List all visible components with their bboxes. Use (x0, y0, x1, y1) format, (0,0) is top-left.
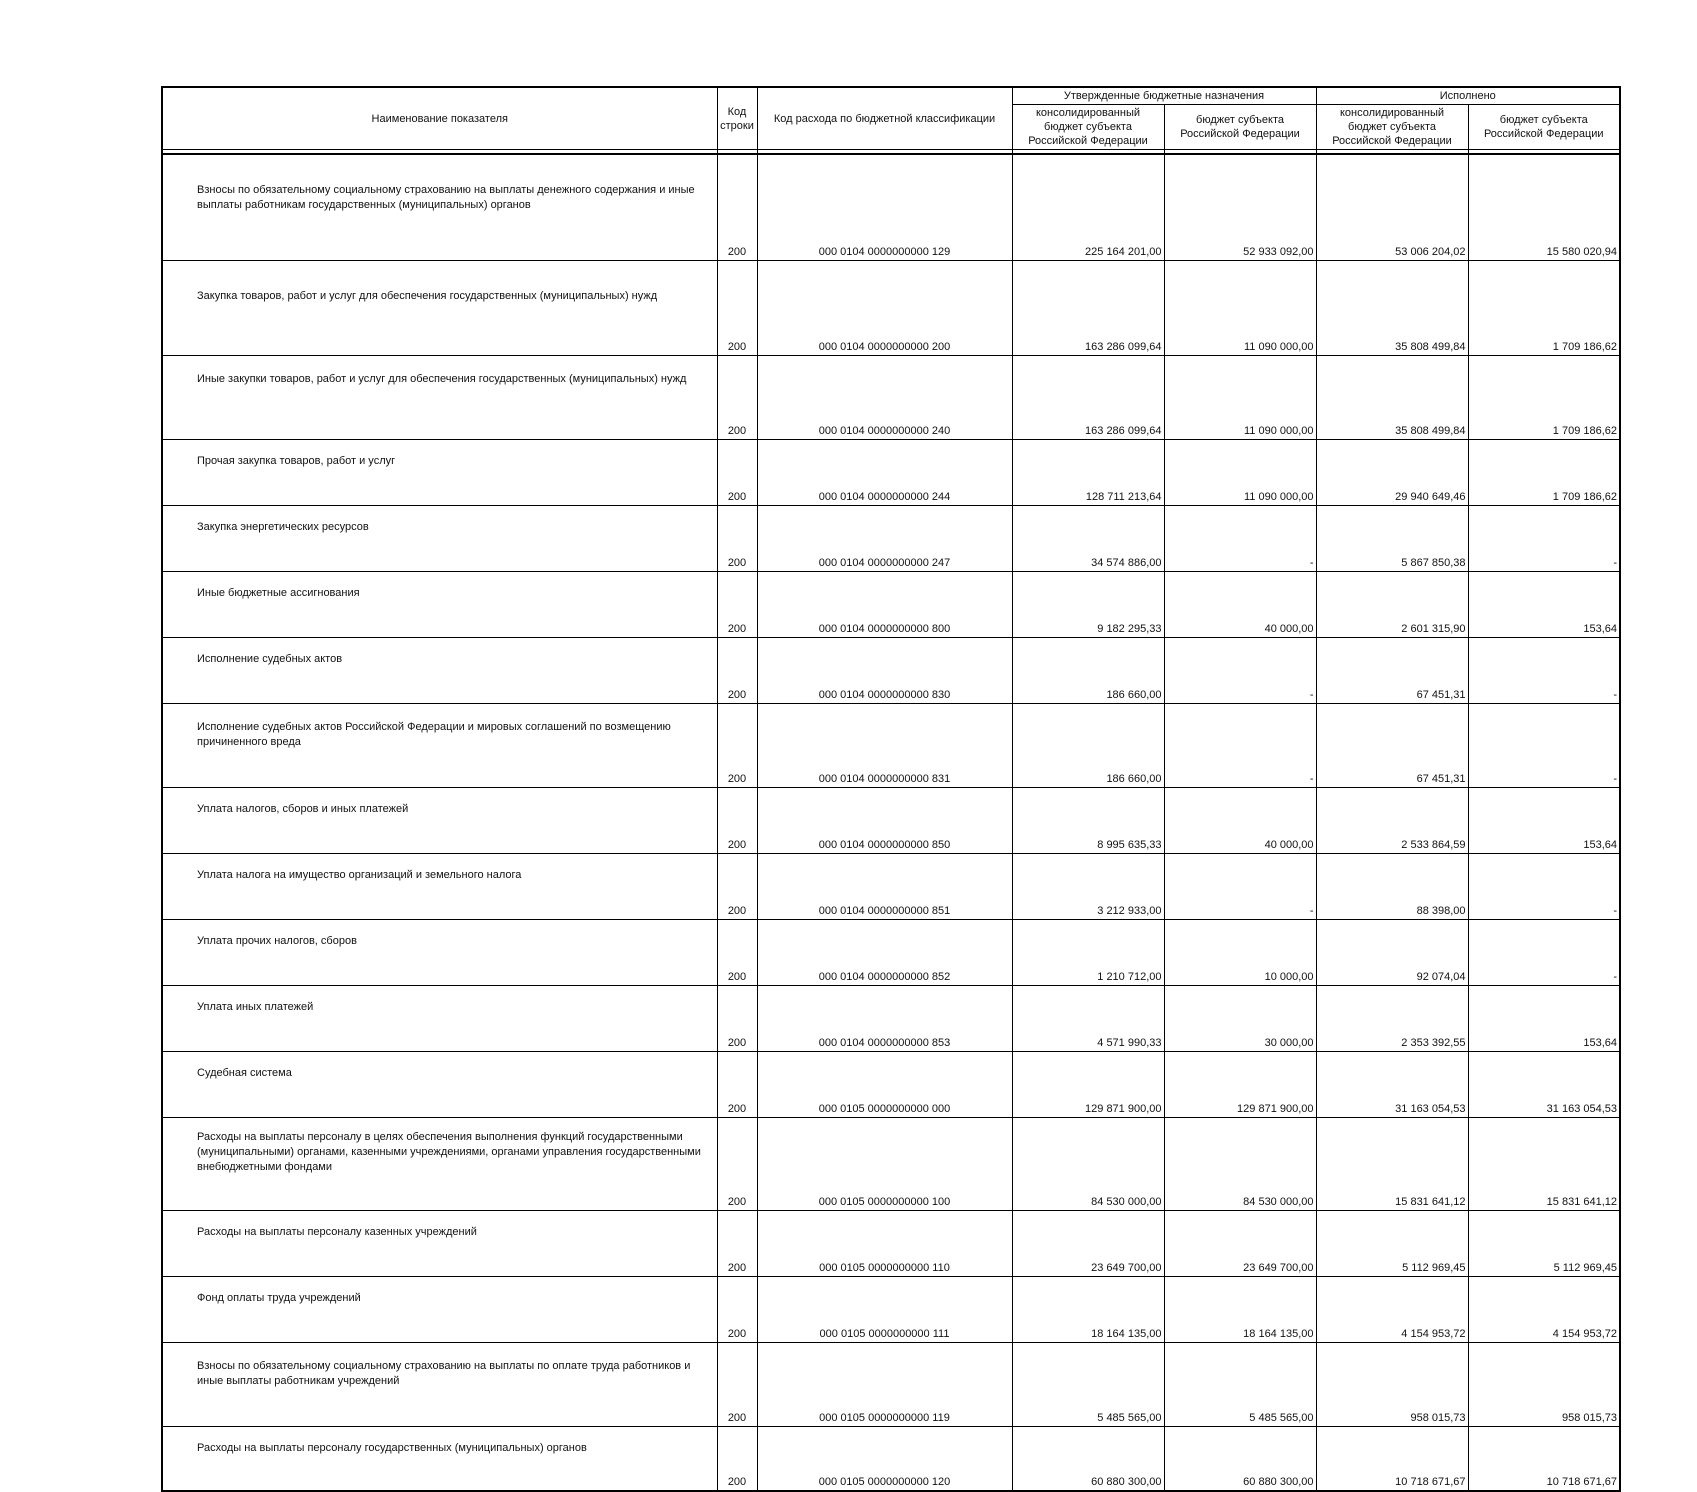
table-row (162, 154, 1620, 261)
row-approved-consolidated: 225 164 201,00 (1012, 154, 1164, 261)
row-approved-subject: - (1164, 854, 1316, 920)
row-line-code: 200 (717, 572, 757, 638)
row-executed-consolidated: 2 353 392,55 (1316, 986, 1468, 1052)
row-approved-subject: 11 090 000,00 (1164, 261, 1316, 356)
row-executed-consolidated: 67 451,31 (1316, 704, 1468, 788)
row-approved-subject: 5 485 565,00 (1164, 1343, 1316, 1427)
row-executed-consolidated: 92 074,04 (1316, 920, 1468, 986)
row-approved-subject: 11 090 000,00 (1164, 356, 1316, 440)
row-name: Взносы по обязательному социальному страхованию на выплаты по оплате труда работников и иные выплаты работникам учреждений (162, 1343, 717, 1427)
row-budget-code: 000 0104 0000000000 129 (757, 154, 1012, 261)
row-executed-subject: 15 831 641,12 (1468, 1118, 1620, 1211)
row-executed-subject: - (1468, 638, 1620, 704)
row-budget-code: 000 0105 0000000000 110 (757, 1211, 1012, 1277)
row-executed-subject: 958 015,73 (1468, 1343, 1620, 1427)
row-name: Расходы на выплаты персоналу государственных (муниципальных) органов (162, 1427, 717, 1492)
row-approved-consolidated: 23 649 700,00 (1012, 1211, 1164, 1277)
row-name: Закупка энергетических ресурсов (162, 506, 717, 572)
row-name: Исполнение судебных актов (162, 638, 717, 704)
row-name: Расходы на выплаты персоналу казенных учреждений (162, 1211, 717, 1277)
row-approved-subject: - (1164, 506, 1316, 572)
row-approved-subject: 10 000,00 (1164, 920, 1316, 986)
budget-execution-table (161, 86, 1621, 1492)
row-approved-consolidated: 84 530 000,00 (1012, 1118, 1164, 1211)
table-row (162, 440, 1620, 506)
row-line-code: 200 (717, 1052, 757, 1118)
row-executed-consolidated: 31 163 054,53 (1316, 1052, 1468, 1118)
row-approved-subject: 30 000,00 (1164, 986, 1316, 1052)
row-name: Судебная система (162, 1052, 717, 1118)
row-budget-code: 000 0104 0000000000 852 (757, 920, 1012, 986)
row-executed-subject: 5 112 969,45 (1468, 1211, 1620, 1277)
row-budget-code: 000 0104 0000000000 247 (757, 506, 1012, 572)
row-approved-subject: - (1164, 704, 1316, 788)
table-row (162, 854, 1620, 920)
row-line-code: 200 (717, 788, 757, 854)
header-approved-group: Утвержденные бюджетные назначения (1012, 87, 1316, 105)
row-line-code: 200 (717, 261, 757, 356)
row-name: Иные закупки товаров, работ и услуг для обеспечения государственных (муниципальных) нужд (162, 356, 717, 440)
header-approved-consolidated: консолидированный бюджет субъекта Российской Федерации (1012, 105, 1164, 150)
row-approved-subject: 60 880 300,00 (1164, 1427, 1316, 1492)
row-name: Прочая закупка товаров, работ и услуг (162, 440, 717, 506)
row-approved-subject: 11 090 000,00 (1164, 440, 1316, 506)
table-body (162, 154, 1620, 1491)
row-line-code: 200 (717, 920, 757, 986)
row-approved-consolidated: 1 210 712,00 (1012, 920, 1164, 986)
header-budget-code: Код расхода по бюджетной классификации (757, 87, 1012, 150)
row-approved-consolidated: 8 995 635,33 (1012, 788, 1164, 854)
row-executed-subject: - (1468, 704, 1620, 788)
row-name: Уплата налогов, сборов и иных платежей (162, 788, 717, 854)
row-name: Закупка товаров, работ и услуг для обеспечения государственных (муниципальных) нужд (162, 261, 717, 356)
row-name: Взносы по обязательному социальному страхованию на выплаты денежного содержания и иные выплаты работникам государственных (муниципальных) органов (162, 154, 717, 261)
row-executed-consolidated: 35 808 499,84 (1316, 261, 1468, 356)
row-executed-consolidated: 2 601 315,90 (1316, 572, 1468, 638)
table-row (162, 920, 1620, 986)
row-executed-subject: 1 709 186,62 (1468, 356, 1620, 440)
header-executed-consolidated: консолидированный бюджет субъекта Российской Федерации (1316, 105, 1468, 150)
row-budget-code: 000 0104 0000000000 851 (757, 854, 1012, 920)
table-row (162, 506, 1620, 572)
row-name: Уплата прочих налогов, сборов (162, 920, 717, 986)
row-executed-subject: - (1468, 506, 1620, 572)
table-row (162, 986, 1620, 1052)
row-name: Исполнение судебных актов Российской Федерации и мировых соглашений по возмещению причиненного вреда (162, 704, 717, 788)
row-approved-consolidated: 186 660,00 (1012, 638, 1164, 704)
row-executed-subject: 153,64 (1468, 572, 1620, 638)
row-executed-subject: 153,64 (1468, 788, 1620, 854)
row-executed-subject: 153,64 (1468, 986, 1620, 1052)
row-line-code: 200 (717, 1118, 757, 1211)
table-row (162, 1343, 1620, 1427)
row-executed-subject: - (1468, 920, 1620, 986)
row-approved-subject: 18 164 135,00 (1164, 1277, 1316, 1343)
row-line-code: 200 (717, 440, 757, 506)
header-name: Наименование показателя (162, 87, 717, 150)
row-budget-code: 000 0104 0000000000 830 (757, 638, 1012, 704)
row-executed-consolidated: 67 451,31 (1316, 638, 1468, 704)
row-line-code: 200 (717, 986, 757, 1052)
row-executed-consolidated: 10 718 671,67 (1316, 1427, 1468, 1492)
row-name: Расходы на выплаты персоналу в целях обеспечения выполнения функций государственными (муниципальными) органами, казенными учреждениями, органами управления государственными внебюджетными фондами (162, 1118, 717, 1211)
row-line-code: 200 (717, 854, 757, 920)
row-budget-code: 000 0104 0000000000 850 (757, 788, 1012, 854)
header-executed-subject: бюджет субъекта Российской Федерации (1468, 105, 1620, 150)
row-line-code: 200 (717, 1277, 757, 1343)
row-line-code: 200 (717, 506, 757, 572)
row-approved-subject: 40 000,00 (1164, 572, 1316, 638)
row-approved-consolidated: 5 485 565,00 (1012, 1343, 1164, 1427)
row-name: Уплата налога на имущество организаций и земельного налога (162, 854, 717, 920)
row-line-code: 200 (717, 154, 757, 261)
table-row (162, 1211, 1620, 1277)
row-executed-subject: 1 709 186,62 (1468, 261, 1620, 356)
row-executed-consolidated: 5 867 850,38 (1316, 506, 1468, 572)
row-executed-consolidated: 35 808 499,84 (1316, 356, 1468, 440)
row-executed-subject: 10 718 671,67 (1468, 1427, 1620, 1492)
row-executed-consolidated: 53 006 204,02 (1316, 154, 1468, 261)
row-approved-consolidated: 18 164 135,00 (1012, 1277, 1164, 1343)
table-row (162, 788, 1620, 854)
row-approved-subject: - (1164, 638, 1316, 704)
row-executed-subject: 31 163 054,53 (1468, 1052, 1620, 1118)
table-row (162, 1052, 1620, 1118)
row-line-code: 200 (717, 356, 757, 440)
row-approved-consolidated: 4 571 990,33 (1012, 986, 1164, 1052)
row-budget-code: 000 0104 0000000000 853 (757, 986, 1012, 1052)
row-executed-consolidated: 2 533 864,59 (1316, 788, 1468, 854)
row-budget-code: 000 0104 0000000000 200 (757, 261, 1012, 356)
row-budget-code: 000 0104 0000000000 800 (757, 572, 1012, 638)
row-executed-subject: 15 580 020,94 (1468, 154, 1620, 261)
table-row (162, 704, 1620, 788)
row-executed-consolidated: 5 112 969,45 (1316, 1211, 1468, 1277)
row-name: Иные бюджетные ассигнования (162, 572, 717, 638)
row-line-code: 200 (717, 1427, 757, 1492)
row-line-code: 200 (717, 638, 757, 704)
table-row (162, 1427, 1620, 1492)
row-approved-consolidated: 163 286 099,64 (1012, 356, 1164, 440)
row-approved-subject: 52 933 092,00 (1164, 154, 1316, 261)
row-approved-consolidated: 163 286 099,64 (1012, 261, 1164, 356)
row-budget-code: 000 0105 0000000000 111 (757, 1277, 1012, 1343)
row-executed-consolidated: 88 398,00 (1316, 854, 1468, 920)
row-approved-subject: 84 530 000,00 (1164, 1118, 1316, 1211)
header-executed-group: Исполнено (1316, 87, 1620, 105)
row-approved-subject: 40 000,00 (1164, 788, 1316, 854)
row-name: Фонд оплаты труда учреждений (162, 1277, 717, 1343)
row-executed-subject: 4 154 953,72 (1468, 1277, 1620, 1343)
row-executed-consolidated: 4 154 953,72 (1316, 1277, 1468, 1343)
row-executed-consolidated: 958 015,73 (1316, 1343, 1468, 1427)
row-approved-consolidated: 186 660,00 (1012, 704, 1164, 788)
row-budget-code: 000 0104 0000000000 831 (757, 704, 1012, 788)
row-executed-consolidated: 29 940 649,46 (1316, 440, 1468, 506)
table-row (162, 1277, 1620, 1343)
row-approved-consolidated: 34 574 886,00 (1012, 506, 1164, 572)
row-budget-code: 000 0105 0000000000 000 (757, 1052, 1012, 1118)
row-executed-subject: - (1468, 854, 1620, 920)
row-approved-consolidated: 3 212 933,00 (1012, 854, 1164, 920)
row-approved-consolidated: 9 182 295,33 (1012, 572, 1164, 638)
table-header (162, 87, 1620, 154)
row-budget-code: 000 0105 0000000000 100 (757, 1118, 1012, 1211)
report-sheet (161, 86, 1619, 1492)
table-row (162, 572, 1620, 638)
table-row (162, 1118, 1620, 1211)
table-row (162, 356, 1620, 440)
row-name: Уплата иных платежей (162, 986, 717, 1052)
header-line-code: Код строки (717, 87, 757, 150)
row-approved-subject: 23 649 700,00 (1164, 1211, 1316, 1277)
row-executed-subject: 1 709 186,62 (1468, 440, 1620, 506)
header-approved-subject: бюджет субъекта Российской Федерации (1164, 105, 1316, 150)
row-budget-code: 000 0105 0000000000 120 (757, 1427, 1012, 1492)
row-executed-consolidated: 15 831 641,12 (1316, 1118, 1468, 1211)
row-approved-consolidated: 60 880 300,00 (1012, 1427, 1164, 1492)
row-line-code: 200 (717, 1343, 757, 1427)
row-line-code: 200 (717, 704, 757, 788)
row-line-code: 200 (717, 1211, 757, 1277)
table-row (162, 638, 1620, 704)
row-approved-consolidated: 128 711 213,64 (1012, 440, 1164, 506)
row-budget-code: 000 0105 0000000000 119 (757, 1343, 1012, 1427)
table-row (162, 261, 1620, 356)
row-approved-consolidated: 129 871 900,00 (1012, 1052, 1164, 1118)
row-approved-subject: 129 871 900,00 (1164, 1052, 1316, 1118)
row-budget-code: 000 0104 0000000000 240 (757, 356, 1012, 440)
row-budget-code: 000 0104 0000000000 244 (757, 440, 1012, 506)
